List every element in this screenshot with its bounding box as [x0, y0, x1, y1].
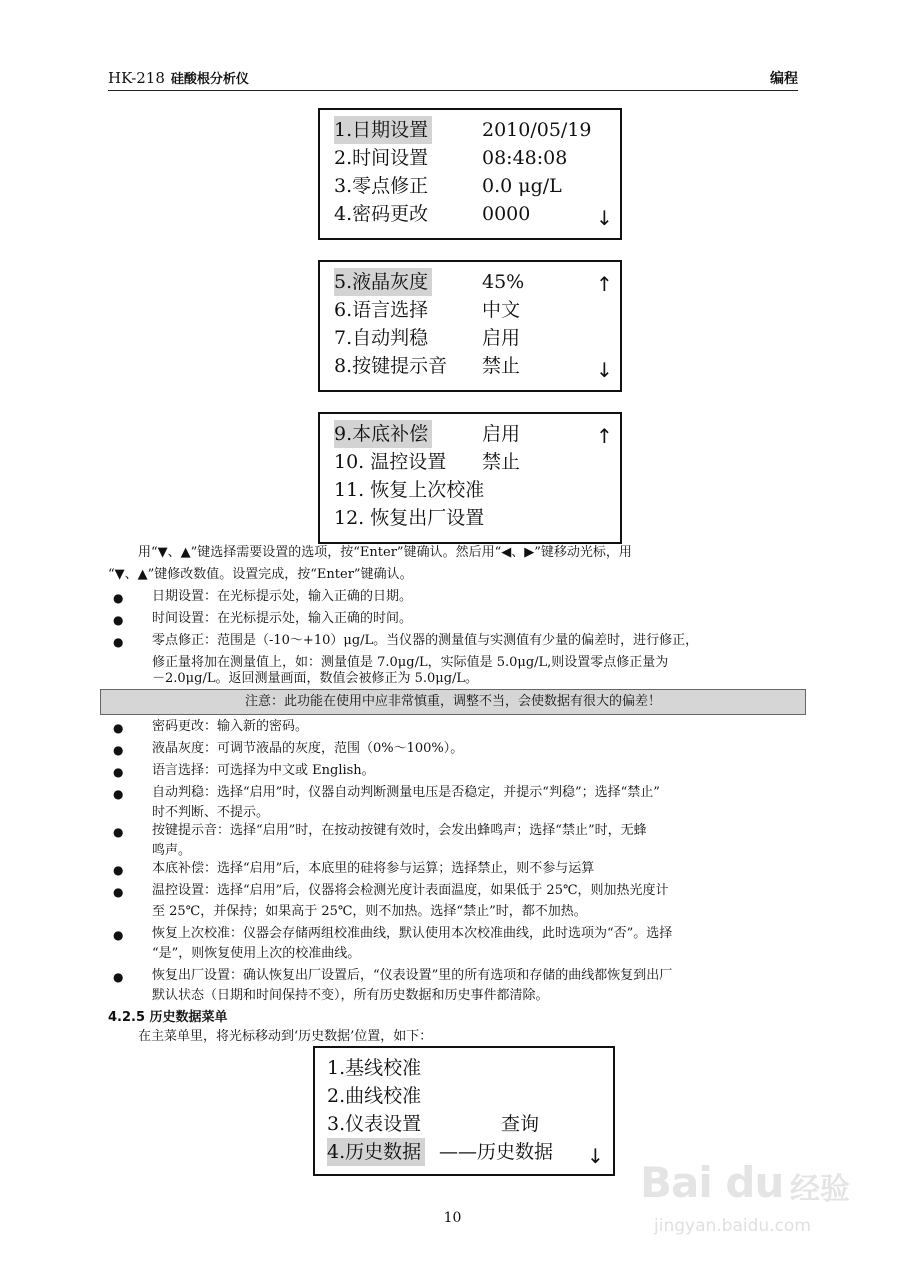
arrow-up-icon: ↑	[596, 272, 613, 296]
bullet-icon: ●	[113, 787, 124, 801]
bullet-icon: ●	[113, 591, 124, 605]
watermark-url: jingyan.baidu.com	[654, 1216, 811, 1236]
row-label: 4.密码更改	[334, 203, 429, 225]
menu-row	[327, 1138, 597, 1166]
page-header	[108, 64, 798, 91]
bullet-text: 温控设置：选择“启用”后，仪器将会检测光度计表面温度，如果低于 25℃，则加热光度计	[152, 883, 669, 898]
instruction-line: 用“▼、▲”键选择需要设置的选项，按“Enter”键确认。然后用“◀、▶”键移动光标，用	[138, 545, 632, 560]
row-label: 3.零点修正	[334, 175, 429, 197]
arrow-down-icon: ↓	[596, 206, 613, 230]
warning-notice: 注意：此功能在使用中应非常慎重，调整不当，会使数据有很大的偏差！	[100, 689, 806, 715]
menu-row	[334, 476, 604, 504]
bullet-text: 本底补偿：选择“启用”后，本底里的硅将参与运算；选择禁止，则不参与运算	[152, 861, 595, 876]
row-label: 3.仪表设置	[327, 1113, 422, 1135]
bullet-icon: ●	[113, 863, 124, 877]
row-value: 禁止	[482, 355, 521, 377]
model-number: HK-218	[108, 69, 165, 87]
menu-row	[334, 172, 604, 200]
baidu-watermark	[640, 1150, 860, 1250]
section-heading: 4.2.5 历史数据菜单	[108, 1010, 228, 1025]
submenu-query: 查询	[501, 1113, 540, 1135]
row-label: 1.日期设置	[334, 116, 432, 144]
row-value: 0000	[482, 203, 531, 225]
menu-row	[334, 352, 604, 380]
menu-row	[334, 420, 604, 448]
bullet-text-cont: 时不判断、不提示。	[152, 805, 270, 820]
row-label: 9.本底补偿	[334, 420, 432, 448]
page-number: 10	[443, 1210, 462, 1226]
bullet-text: 语言选择：可选择为中文或 English。	[152, 763, 375, 778]
arrow-up-icon: ↑	[596, 424, 613, 448]
settings-screen-1	[318, 108, 622, 240]
bullet-text-cont: “是”，则恢复使用上次的校准曲线。	[152, 946, 361, 961]
watermark-logo-text: 经验	[790, 1172, 850, 1207]
bullet-icon: ●	[113, 928, 124, 942]
bullet-icon: ●	[113, 721, 124, 735]
bullet-text-cont: 至 25℃，并保持；如果高于 25℃，则不加热。选择“禁止”时，都不加热。	[152, 904, 587, 919]
bullet-text: 密码更改：输入新的密码。	[152, 719, 309, 734]
bullet-text-cont: －2.0μg/L。返回测量画面，数值会被修正为 5.0μg/L。	[152, 671, 479, 686]
bullet-icon: ●	[113, 635, 124, 649]
menu-row	[327, 1054, 597, 1082]
settings-screen-2	[318, 260, 622, 392]
menu-row	[334, 144, 604, 172]
settings-screen-3	[318, 412, 622, 544]
header-title	[108, 68, 249, 87]
arrow-down-icon: ↓	[596, 358, 613, 382]
menu-row	[334, 200, 604, 228]
row-value: 禁止	[482, 451, 521, 473]
row-label: 1.基线校准	[327, 1057, 422, 1079]
product-name: 硅酸根分析仪	[170, 72, 249, 87]
menu-row	[327, 1110, 597, 1138]
menu-row	[327, 1082, 597, 1110]
bullet-icon: ●	[113, 743, 124, 757]
menu-row	[334, 504, 604, 532]
row-value: 启用	[482, 327, 521, 349]
menu-row	[334, 448, 604, 476]
bullet-text: 恢复上次校准：仪器会存储两组校准曲线，默认使用本次校准曲线，此时选项为“否”。选择	[152, 926, 673, 941]
bullet-text: 液晶灰度：可调节液晶的灰度，范围（0%～100%）。	[152, 741, 464, 756]
row-value: 2010/05/19	[482, 119, 592, 141]
row-value: 08:48:08	[482, 147, 568, 169]
row-value: 45%	[482, 271, 525, 293]
header-section: 编程	[770, 71, 798, 87]
bullet-text: 时间设置：在光标提示处，输入正确的时间。	[152, 611, 413, 626]
bullet-icon: ●	[113, 765, 124, 779]
menu-row	[334, 296, 604, 324]
bullet-text-cont: 修正量将加在测量值上，如：测量值是 7.0μg/L，实际值是 5.0μg/L,则设置零点修正量为	[152, 655, 669, 670]
section-intro: 在主菜单里，将光标移动到‘历史数据’位置，如下：	[138, 1029, 433, 1044]
row-label: 2.时间设置	[334, 147, 429, 169]
bullet-text: 恢复出厂设置：确认恢复出厂设置后，“仪表设置”里的所有选项和存储的曲线都恢复到出厂	[152, 968, 673, 983]
bullet-icon: ●	[113, 613, 124, 627]
row-value: 中文	[482, 299, 521, 321]
bullet-text: 按键提示音：选择“启用”时，在按动按键有效时，会发出蜂鸣声；选择“禁止”时，无蜂	[152, 823, 647, 838]
bullet-icon: ●	[113, 970, 124, 984]
row-label: 12. 恢复出厂设置	[334, 507, 485, 529]
row-label: 2.曲线校准	[327, 1085, 422, 1107]
row-label: 11. 恢复上次校准	[334, 479, 485, 501]
row-label: 4.历史数据	[327, 1138, 425, 1166]
row-label: 6.语言选择	[334, 299, 429, 321]
row-label: 8.按键提示音	[334, 355, 448, 377]
bullet-text-cont: 默认状态（日期和时间保持不变），所有历史数据和历史事件都清除。	[152, 988, 549, 1003]
row-value: 启用	[482, 423, 521, 445]
main-menu-screen	[313, 1046, 615, 1176]
row-label: 7.自动判稳	[334, 327, 429, 349]
bullet-icon: ●	[113, 825, 124, 839]
menu-row	[334, 268, 604, 296]
submenu-history: ——历史数据	[439, 1141, 554, 1163]
bullet-icon: ●	[113, 885, 124, 899]
bullet-text: 零点修正：范围是（-10～+10）μg/L。当仪器的测量值与实测值有少量的偏差时，进行修正，	[152, 633, 699, 648]
menu-row	[334, 116, 604, 144]
row-value: 0.0 μg/L	[482, 175, 562, 197]
bullet-text-cont: 鸣声。	[152, 843, 192, 858]
watermark-logo: Bai du	[640, 1158, 784, 1207]
instruction-line: “▼、▲”键修改数值。设置完成，按“Enter”键确认。	[108, 567, 413, 582]
arrow-down-icon: ↓	[587, 1144, 604, 1168]
menu-row	[334, 324, 604, 352]
bullet-text: 自动判稳：选择“启用”时，仪器自动判断测量电压是否稳定，并提示“判稳”；选择“禁止”	[152, 785, 660, 800]
bullet-text: 日期设置：在光标提示处，输入正确的日期。	[152, 589, 413, 604]
row-label: 10. 温控设置	[334, 451, 447, 473]
row-label: 5.液晶灰度	[334, 268, 432, 296]
